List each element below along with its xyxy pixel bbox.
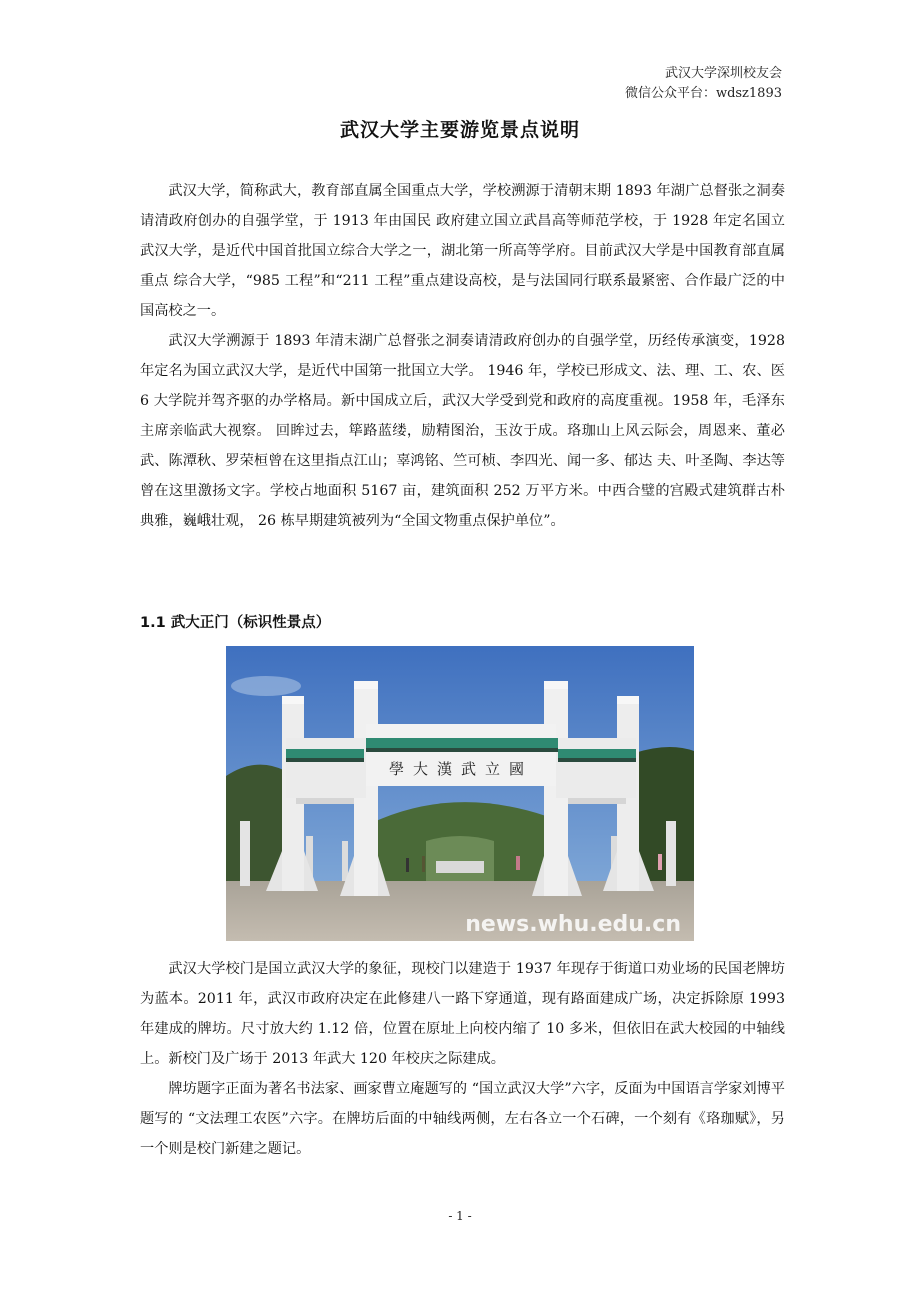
gate-paragraph-2: 牌坊题字正面为著名书法家、画家曹立庵题写的 “国立武汉大学”六字，反面为中国语言学家刘博平题写的 “文法理工农医”六字。在牌坊后面的中轴线两侧，左右各立一个石碑，一个刻有《珞珈赋》，另一个则是校门新建之题记。 (140, 1081, 785, 1157)
main-gate-description (140, 954, 785, 1164)
archway-image (226, 646, 694, 941)
intro-paragraph-2: 武汉大学溯源于 1893 年清末湖广总督张之洞奏请清政府创办的自强学堂，历经传承演变，1928 年定名为国立武汉大学，是近代中国第一批国立大学。 1946 年，学校已形成文、法、理、工、农、医6 大学院并驾齐驱的办学格局。新中国成立后，武汉大学受到党和政府的高度重视。1958 年，毛泽东主席亲临武大视察。 回眸过去，筚路蓝缕，励精图治，玉汝于成。珞珈山上风云际会，周恩来、董必武、陈潭秋、罗荣桓曾在这里指点江山；辜鸿铭、竺可桢、李四光、闻一多、郁达 夫、叶圣陶、李达等曾在这里激扬文字。学校占地面积 5167 亩，建筑面积 252 万平方米。中西合璧的宫殿式建筑群古朴典雅，巍峨壮观， 26 栋早期建筑被列为“全国文物重点保护单位”。 (140, 333, 785, 529)
document-title: 武汉大学主要游览景点说明 (339, 119, 580, 141)
plaque-text: 學大漢武立國 (388, 760, 534, 778)
header-wechat-account: 微信公众平台：wdsz1893 (624, 86, 782, 101)
gate-paragraph-1: 武汉大学校门是国立武汉大学的象征，现校门以建造于 1937 年现存于街道口劝业场的民国老牌坊为蓝本。2011 年，武汉市政府决定在此修建八一路下穿通道，现有路面建成广场，决定拆除原 1993 年建成的牌坊。尺寸放大约 1.12 倍，位置在原址上向校内缩了 10 多米，但依旧在武大校园的中轴线上。新校门及广场于 2013 年武大 120 年校庆之际建成。 (140, 961, 785, 1067)
intro-paragraph-1: 武汉大学，简称武大，教育部直属全国重点大学，学校溯源于清朝末期 1893 年湖广总督张之洞奏请清政府创办的自强学堂，于 1913 年由国民 政府建立国立武昌高等师范学校，于 1928 年定名国立武汉大学，是近代中国首批国立综合大学之一，湖北第一所高等学府。目前武汉大学是中国教育部直属重点 综合大学，“985 工程”和“211 工程”重点建设高校，是与法国同行联系最紧密、合作最广泛的中国高校之一。 (140, 183, 785, 319)
page-header (625, 64, 782, 104)
section-heading: 1.1 武大正门（标识性景点） (140, 615, 331, 631)
watermark-text: news.whu.edu.cn (465, 912, 681, 937)
page-number: - 1 - (448, 1209, 472, 1223)
intro-section (140, 176, 785, 536)
main-gate-photo (226, 646, 694, 941)
header-alumni-name: 武汉大学深圳校友会 (664, 66, 782, 81)
